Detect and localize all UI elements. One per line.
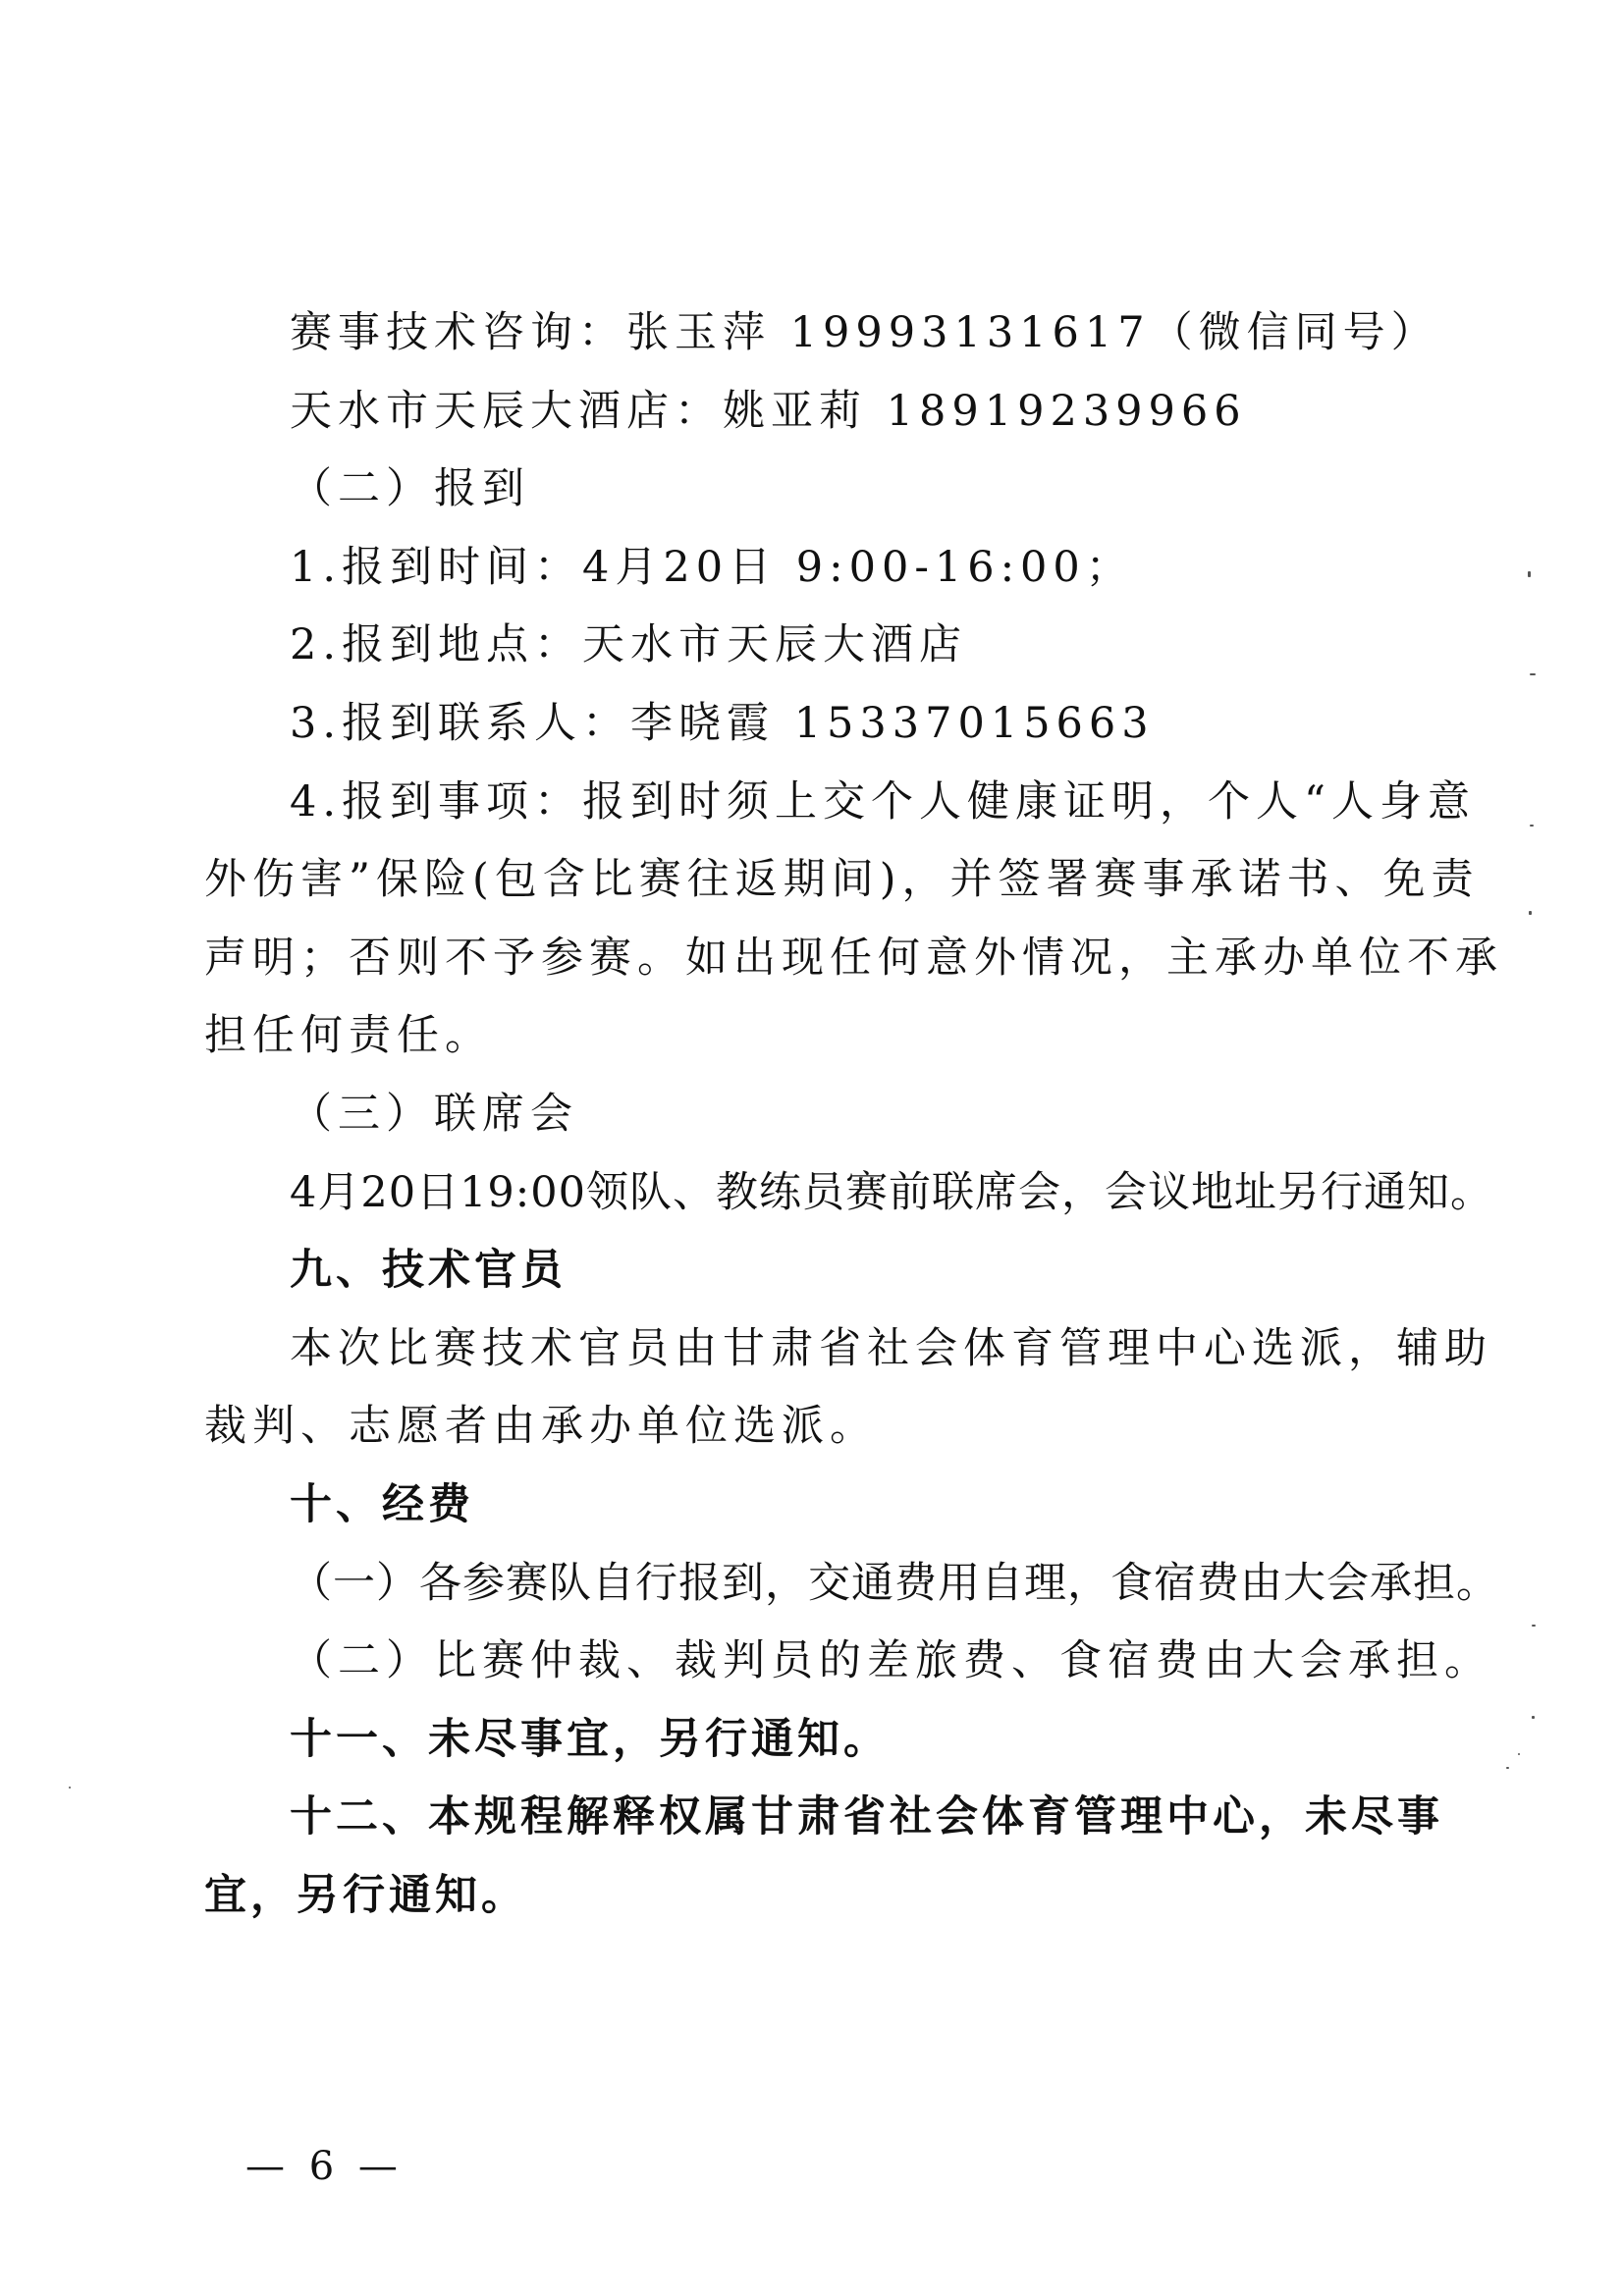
hotel-contact: 天水市天辰大酒店：姚亚莉 18919239966 bbox=[290, 387, 1247, 436]
page-number: — 6 — bbox=[245, 2144, 404, 2189]
scan-speck bbox=[1518, 1753, 1520, 1755]
scan-speck bbox=[1506, 1767, 1509, 1769]
section-12-heading-line-2: 宜，另行通知。 bbox=[204, 1871, 527, 1920]
section-9-heading: 九、技术官员 bbox=[290, 1246, 567, 1295]
section-10-heading: 十、经费 bbox=[290, 1480, 474, 1529]
scan-speck bbox=[1529, 911, 1532, 915]
technical-officials-line-2: 裁判、志愿者由承办单位选派。 bbox=[204, 1402, 878, 1451]
registration-items-line-1: 4.报到事项：报到时须上交个人健康证明，个人“人身意 bbox=[290, 777, 1477, 827]
technical-officials-line-1: 本次比赛技术官员由甘肃省社会体育管理中心选派，辅助 bbox=[290, 1324, 1492, 1373]
registration-items-line-3: 声明；否则不予参赛。如出现任何意外情况，主承办单位不承 bbox=[204, 934, 1503, 983]
funding-item-2: （二）比赛仲裁、裁判员的差旅费、食宿费由大会承担。 bbox=[290, 1636, 1492, 1685]
funding-item-1: （一）各参赛队自行报到，交通费用自理，食宿费由大会承担。 bbox=[290, 1559, 1499, 1608]
scan-speck bbox=[1530, 825, 1534, 827]
scan-speck bbox=[1530, 673, 1536, 675]
registration-items-line-4: 担任何责任。 bbox=[204, 1011, 493, 1060]
scan-speck bbox=[69, 1787, 71, 1789]
tech-consult-contact: 赛事技术咨询：张玉萍 19993131617（微信同号） bbox=[290, 308, 1439, 357]
section-12-heading-line-1: 十二、本规程解释权属甘肃省社会体育管理中心，未尽事 bbox=[290, 1792, 1443, 1842]
scan-speck bbox=[1532, 1625, 1536, 1627]
registration-time: 1.报到时间：4月20日 9:00-16:00； bbox=[290, 543, 1134, 592]
scan-speck bbox=[1532, 1716, 1535, 1719]
scan-speck bbox=[1528, 571, 1531, 577]
registration-items-line-2: 外伤害”保险(包含比赛往返期间)，并签署赛事承诺书、免责 bbox=[204, 855, 1480, 904]
registration-contact: 3.报到联系人：李晓霞 15337015663 bbox=[290, 699, 1155, 748]
section-11-heading: 十一、未尽事宜，另行通知。 bbox=[290, 1715, 890, 1764]
joint-meeting-text: 4月20日19:00领队、教练员赛前联席会，会议地址另行通知。 bbox=[290, 1168, 1493, 1217]
subheading-registration: （二）报到 bbox=[290, 464, 530, 513]
subheading-joint-meeting: （三）联席会 bbox=[290, 1090, 578, 1139]
registration-location: 2.报到地点：天水市天辰大酒店 bbox=[290, 620, 968, 669]
